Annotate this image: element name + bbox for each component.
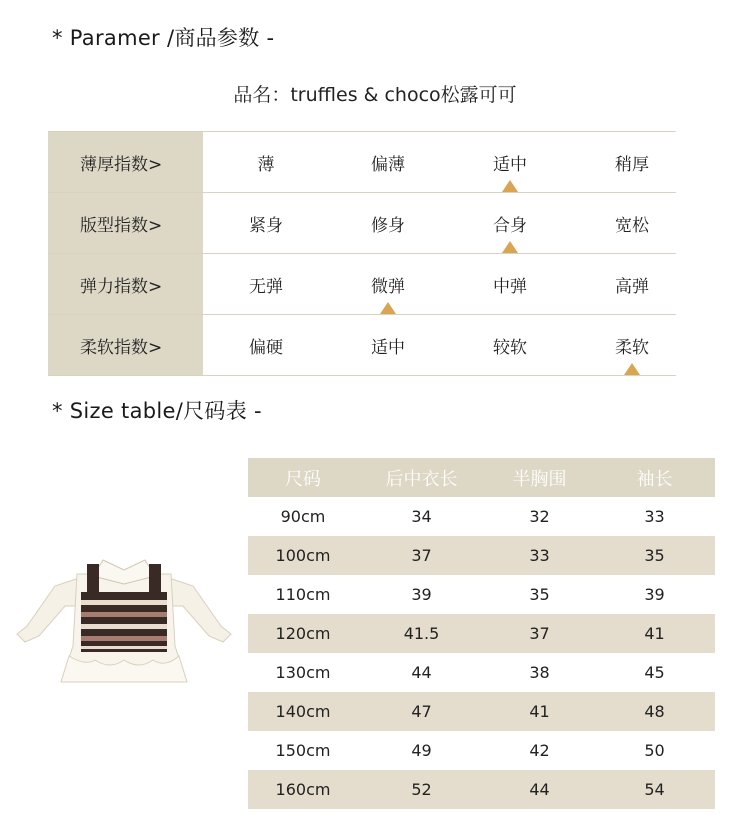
param-option: [587, 315, 677, 375]
param-option-label: 合身: [493, 215, 527, 236]
table-cell: 41: [485, 692, 594, 731]
selected-marker-icon: [380, 302, 396, 314]
param-label: 弹力指数>: [48, 254, 203, 314]
param-option: [221, 315, 311, 375]
table-cell: 33: [644, 507, 665, 526]
param-row: [48, 192, 676, 253]
table-cell: 34: [411, 507, 432, 526]
table-cell: 110cm: [275, 585, 331, 604]
param-option: [343, 132, 433, 192]
garment-image: [15, 556, 233, 691]
table-row: [248, 770, 715, 809]
selected-marker-icon: [624, 363, 640, 375]
param-option: [343, 315, 433, 375]
product-name: 品名：truffles & choco松露可可: [233, 84, 517, 106]
table-cell: 41.5: [358, 614, 485, 653]
param-option: [343, 193, 433, 253]
table-cell: 41: [594, 614, 715, 653]
table-row: [248, 653, 715, 692]
table-row: [248, 692, 715, 731]
param-option: [587, 254, 677, 314]
param-option-label: 中弹: [493, 276, 527, 297]
table-cell: 44: [485, 770, 594, 809]
param-option: [465, 315, 555, 375]
size-section-title: * Size table/尺码表 -: [52, 399, 262, 423]
selected-marker-icon: [502, 180, 518, 192]
table-cell: 39: [644, 585, 665, 604]
param-option: [465, 193, 555, 253]
table-cell: 48: [594, 692, 715, 731]
table-cell: 37: [485, 614, 594, 653]
table-row: [248, 536, 715, 575]
table-cell: 120cm: [248, 614, 358, 653]
table-row: [248, 614, 715, 653]
table-cell: 33: [485, 536, 594, 575]
size-header-cell: 后中衣长: [358, 458, 485, 497]
param-option: [465, 254, 555, 314]
table-cell: 90cm: [280, 507, 326, 526]
param-option-label: 较软: [493, 337, 527, 358]
params-section-title: * Paramer /商品参数 -: [52, 26, 275, 50]
table-cell: 50: [644, 741, 665, 760]
table-cell: 35: [529, 585, 550, 604]
param-option-label: 适中: [371, 337, 405, 358]
table-cell: 47: [358, 692, 485, 731]
table-cell: 45: [644, 663, 665, 682]
param-option-label: 适中: [493, 154, 527, 175]
table-cell: 49: [411, 741, 432, 760]
param-option-label: 高弹: [615, 276, 649, 297]
table-cell: 160cm: [248, 770, 358, 809]
table-cell: 39: [411, 585, 432, 604]
table-cell: 32: [529, 507, 550, 526]
param-option-label: 微弹: [371, 276, 405, 297]
table-row: [248, 497, 715, 536]
param-label: 薄厚指数>: [48, 132, 203, 192]
param-option-label: 修身: [371, 215, 405, 236]
table-cell: 100cm: [248, 536, 358, 575]
param-row: [48, 314, 676, 376]
table-cell: 54: [594, 770, 715, 809]
table-cell: 37: [358, 536, 485, 575]
params-grid: [48, 131, 676, 376]
param-option-label: 宽松: [615, 215, 649, 236]
param-label: 柔软指数>: [48, 315, 203, 375]
table-cell: 35: [594, 536, 715, 575]
table-row: [248, 575, 715, 614]
param-option-label: 稍厚: [615, 154, 649, 175]
param-option: [221, 193, 311, 253]
param-option: [343, 254, 433, 314]
table-cell: 44: [411, 663, 432, 682]
size-table-header: [248, 458, 715, 497]
param-row: [48, 131, 676, 192]
size-header-cell: 尺码: [248, 458, 358, 497]
param-option: [221, 132, 311, 192]
table-cell: 52: [358, 770, 485, 809]
param-label: 版型指数>: [48, 193, 203, 253]
table-cell: 38: [529, 663, 550, 682]
param-row: [48, 253, 676, 314]
table-cell: 150cm: [275, 741, 331, 760]
param-option: [587, 193, 677, 253]
size-header-cell: 半胸围: [485, 458, 594, 497]
table-cell: 130cm: [275, 663, 331, 682]
table-cell: 42: [529, 741, 550, 760]
param-option-label: 柔软: [615, 337, 649, 358]
param-option: [221, 254, 311, 314]
param-option-label: 偏硬: [249, 337, 283, 358]
selected-marker-icon: [502, 241, 518, 253]
param-option-label: 紧身: [249, 215, 283, 236]
size-table: [248, 458, 715, 809]
table-row: [248, 731, 715, 770]
param-option: [465, 132, 555, 192]
param-option-label: 无弹: [249, 276, 283, 297]
table-cell: 140cm: [248, 692, 358, 731]
param-option-label: 偏薄: [371, 154, 405, 175]
param-option-label: 薄: [257, 154, 275, 175]
size-header-cell: 袖长: [594, 458, 715, 497]
param-option: [587, 132, 677, 192]
